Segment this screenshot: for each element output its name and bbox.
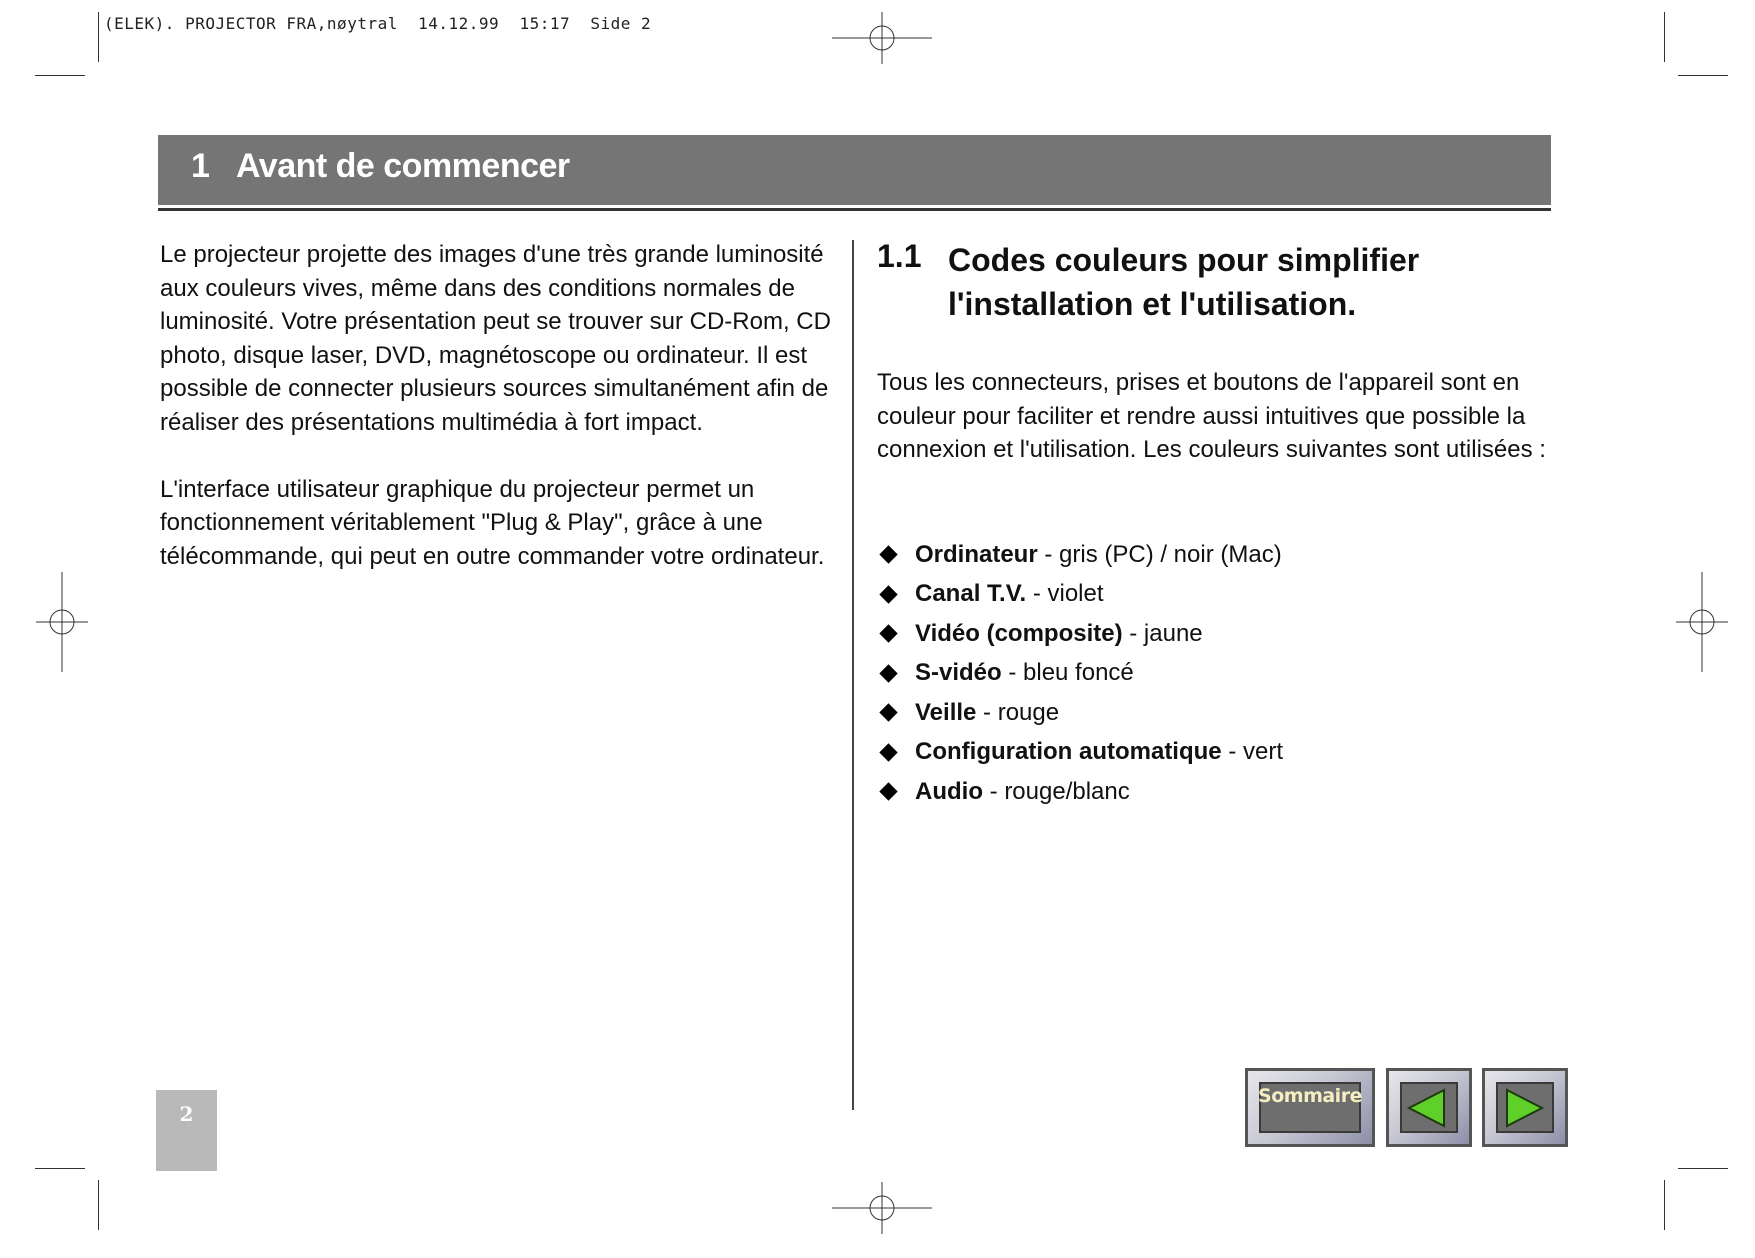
list-term: Canal T.V. bbox=[915, 580, 1027, 608]
list-term: Audio bbox=[915, 777, 983, 805]
print-slug: (ELEK). PROJECTOR FRA,nøytral 14.12.99 15:17 Side 2 bbox=[104, 14, 652, 33]
previous-page-button[interactable] bbox=[1386, 1068, 1472, 1147]
paragraph: Tous les connecteurs, prises et boutons de l'appareil sont en couleur pour faciliter et rendre aussi intuitives que possible la connexion et l'utilisation. Les couleurs suivantes sont utilisées : bbox=[877, 369, 1546, 464]
left-arrow-icon bbox=[1389, 1071, 1469, 1144]
list-item bbox=[877, 614, 1567, 654]
diamond-bullet-icon bbox=[879, 625, 897, 643]
section-title bbox=[948, 238, 1568, 326]
list-item bbox=[877, 575, 1567, 615]
list-item bbox=[877, 772, 1567, 812]
list-item bbox=[877, 654, 1567, 694]
list-item bbox=[877, 535, 1567, 575]
list-desc: - bleu foncé bbox=[1001, 659, 1134, 687]
list-term: Ordinateur bbox=[915, 540, 1038, 568]
right-arrow-icon bbox=[1485, 1071, 1565, 1144]
sommaire-label: Sommaire bbox=[1258, 1085, 1362, 1107]
diamond-bullet-icon bbox=[879, 546, 897, 564]
list-term: Configuration automatique bbox=[915, 738, 1222, 766]
sommaire-button[interactable] bbox=[1245, 1068, 1375, 1147]
diamond-bullet-icon bbox=[879, 664, 897, 682]
color-code-list bbox=[877, 535, 1567, 812]
diamond-bullet-icon bbox=[879, 585, 897, 603]
section-title-line: l'installation et l'utilisation. bbox=[948, 286, 1357, 322]
paragraph: L'interface utilisateur graphique du projecteur permet un fonctionnement véritablement "Plug & Play", grâce à une télécommande, qui peut en outre commander votre ordinateur. bbox=[160, 475, 825, 570]
chapter-header-rule bbox=[158, 208, 1551, 211]
list-desc: - gris (PC) / noir (Mac) bbox=[1037, 540, 1282, 568]
section-number: 1.1 bbox=[877, 238, 922, 274]
list-desc: - vert bbox=[1221, 738, 1283, 766]
list-term: Veille bbox=[915, 698, 977, 726]
registration-mark-top bbox=[832, 0, 932, 100]
list-item bbox=[877, 733, 1567, 773]
page-number: 2 bbox=[179, 1102, 194, 1126]
next-page-button[interactable] bbox=[1482, 1068, 1568, 1147]
column-divider bbox=[852, 240, 854, 1110]
registration-mark-right bbox=[1652, 572, 1752, 672]
list-desc: - jaune bbox=[1122, 619, 1203, 647]
list-term: S-vidéo bbox=[915, 659, 1002, 687]
list-desc: - rouge bbox=[976, 698, 1060, 726]
list-term: Vidéo (composite) bbox=[915, 619, 1123, 647]
list-desc: - rouge/blanc bbox=[982, 777, 1130, 805]
registration-mark-left bbox=[12, 572, 112, 672]
diamond-bullet-icon bbox=[879, 783, 897, 801]
diamond-bullet-icon bbox=[879, 743, 897, 761]
section-title-line: Codes couleurs pour simplifier bbox=[948, 242, 1420, 278]
list-desc: - violet bbox=[1026, 580, 1104, 608]
left-column bbox=[160, 238, 840, 606]
diamond-bullet-icon bbox=[879, 704, 897, 722]
chapter-number: 1 bbox=[191, 147, 210, 185]
registration-mark-bottom bbox=[832, 1158, 932, 1258]
section-intro bbox=[877, 366, 1567, 467]
chapter-title: Avant de commencer bbox=[236, 147, 570, 185]
paragraph: Le projecteur projette des images d'une très grande luminosité aux couleurs vives, même dans des conditions normales de luminosité. Votre présentation peut se trouver sur CD-Rom, CD photo, disque laser, DVD, magnétoscope ou ordinateur. Il est possible de connecter plusieurs sources simultanément afin de réaliser des présentations multimédia à fort impact. bbox=[160, 241, 831, 436]
list-item bbox=[877, 693, 1567, 733]
